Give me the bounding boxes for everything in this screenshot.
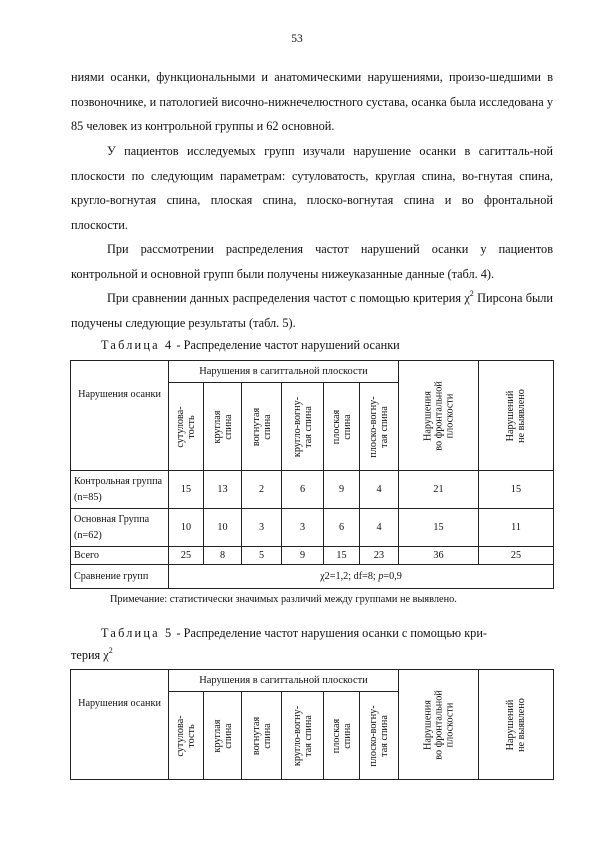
table-cell: 8 xyxy=(204,547,242,565)
table-row xyxy=(71,509,554,547)
table-cell: 6 xyxy=(324,509,360,547)
table4-caption xyxy=(101,338,400,353)
table-cell: 15 xyxy=(479,471,554,509)
table4-caption-text: - Распределение частот нарушений осанки xyxy=(173,338,400,352)
paragraph-4-part-b: Пирсона были подучены следующие результаты (табл. 5). xyxy=(71,291,553,330)
table-cell: 15 xyxy=(399,509,479,547)
table-cell: 9 xyxy=(324,471,360,509)
table4-col-round xyxy=(204,383,242,471)
table4-note: Примечание: статистически значимых различий между группами не выявлено. xyxy=(110,594,457,605)
table4-col-round-concave-label: кругло-вогну- тая спина xyxy=(291,396,314,457)
table4-col-none xyxy=(479,361,554,471)
page-number: 53 xyxy=(291,33,303,45)
table5-sagittal-header: Нарушения в сагиттальной плоскости xyxy=(169,670,399,692)
table5-caption-label: Таблица 5 xyxy=(101,626,174,640)
table-cell: 11 xyxy=(479,509,554,547)
table-row xyxy=(71,547,554,565)
table4-col-concave xyxy=(242,383,282,471)
table4-col-flat-concave xyxy=(360,383,399,471)
table-cell: 25 xyxy=(479,547,554,565)
table4-col-flat xyxy=(324,383,360,471)
table-cell: 9 xyxy=(282,547,324,565)
table-cell: 15 xyxy=(324,547,360,565)
table5-col-round-concave-label: кругло-вогну- тая спина xyxy=(291,705,314,766)
table4-col-stoop-label: сутулова- тость xyxy=(175,405,197,448)
table4-col-flat-concave-label: плоско-вогну- тая спина xyxy=(368,395,390,458)
table-row xyxy=(71,471,554,509)
table-cell: 3 xyxy=(242,509,282,547)
table5-col-none-label: Нарушений не выявлено xyxy=(505,697,528,752)
table4-col-stoop xyxy=(169,383,204,471)
table-cell: 4 xyxy=(360,471,399,509)
paragraph-3: При рассмотрении распределения частот нарушений осанки у пациентов контрольной и основной групп были получены нижеуказанные данные (табл. 4). xyxy=(71,242,553,281)
paragraph-1: ниями осанки, функциональными и анатомическими нарушениями, произо-шедшими в позвоночнике, и патологией височно-нижнечелюстного сустава, осанка была исследована у 85 человек из контрольной группы и 62 основной. xyxy=(71,70,553,134)
compare-stat: χ2=1,2; df=8; xyxy=(320,571,379,582)
table5-caption-line2 xyxy=(71,648,113,663)
table4-compare-result xyxy=(169,565,554,589)
table4-col-none-label: Нарушений не выявлено xyxy=(505,388,528,443)
compare-p: p xyxy=(378,571,384,582)
table-cell: 4 xyxy=(360,509,399,547)
table5-col-round xyxy=(204,692,242,780)
table-cell: 36 xyxy=(399,547,479,565)
table-cell: 5 xyxy=(242,547,282,565)
paragraph-2: У пациентов исследуемых групп изучали нарушение осанки в сагитталь-ной плоскости по следующим параметрам: сутуловатость, круглая спина, во-гнутая спина, кругло-вогнутая спина, плоская спина, плоско-вогнутая спина и во фронтальной плоскости. xyxy=(71,144,553,233)
table5-caption-line2-text: терия χ xyxy=(71,648,109,662)
table-cell: 23 xyxy=(360,547,399,565)
table-5 xyxy=(70,669,554,780)
chi-superscript: 2 xyxy=(469,289,474,298)
table5-col-concave xyxy=(242,692,282,780)
table5-col-stoop-label: сутулова- тость xyxy=(175,714,197,757)
table-cell: 15 xyxy=(169,471,204,509)
table5-col-round-concave xyxy=(282,692,324,780)
table4-row-header: Нарушения осанки xyxy=(71,361,169,471)
table5-col-frontal-label: Нарушения во фронтальной плоскости xyxy=(422,689,456,760)
table-cell: 10 xyxy=(169,509,204,547)
table-cell: 6 xyxy=(282,471,324,509)
table4-col-frontal xyxy=(399,361,479,471)
paragraph-4 xyxy=(71,286,553,335)
table5-col-frontal xyxy=(399,670,479,780)
table-cell: 13 xyxy=(204,471,242,509)
table4-sagittal-header: Нарушения в сагиттальной плоскости xyxy=(169,361,399,383)
table5-col-flat-concave-label: плоско-вогну- тая спина xyxy=(368,704,390,767)
table5-row-header: Нарушения осанки xyxy=(71,670,169,780)
table4-col-round-label: круглая спина xyxy=(211,410,234,443)
paragraph-4-part-a: При сравнении данных распределения частот с помощью критерия χ xyxy=(107,291,470,305)
table-4 xyxy=(70,360,554,589)
table4-row-label: Контрольная группа (n=85) xyxy=(71,471,169,509)
table5-chi-superscript: 2 xyxy=(108,646,113,655)
table5-col-flat-concave xyxy=(360,692,399,780)
table4-row-label: Основная Группа (n=62) xyxy=(71,509,169,547)
table4-col-frontal-label: Нарушения во фронтальной плоскости xyxy=(422,380,456,451)
table4-col-round-concave xyxy=(282,383,324,471)
table-row xyxy=(71,565,554,589)
table5-col-none xyxy=(479,670,554,780)
table-cell: 10 xyxy=(204,509,242,547)
table-cell: 3 xyxy=(282,509,324,547)
table4-caption-label: Таблица 4 xyxy=(101,338,174,352)
table5-col-concave-label: вогнутая спина xyxy=(250,716,273,755)
table-cell: 25 xyxy=(169,547,204,565)
table5-col-flat xyxy=(324,692,360,780)
table4-row-label: Всего xyxy=(71,547,169,565)
table4-compare-label: Сравнение групп xyxy=(71,565,169,589)
table-cell: 2 xyxy=(242,471,282,509)
table4-col-flat-label: плоская спина xyxy=(330,409,353,444)
table5-col-stoop xyxy=(169,692,204,780)
table4-col-concave-label: вогнутая спина xyxy=(250,407,273,446)
table5-col-round-label: круглая спина xyxy=(211,719,234,752)
table5-caption-text: - Распределение частот нарушения осанки с помощью кри- xyxy=(173,626,487,640)
table-cell: 21 xyxy=(399,471,479,509)
table5-caption xyxy=(101,626,487,641)
table5-col-flat-label: плоская спина xyxy=(330,718,353,753)
compare-p-value: =0,9 xyxy=(383,571,402,582)
